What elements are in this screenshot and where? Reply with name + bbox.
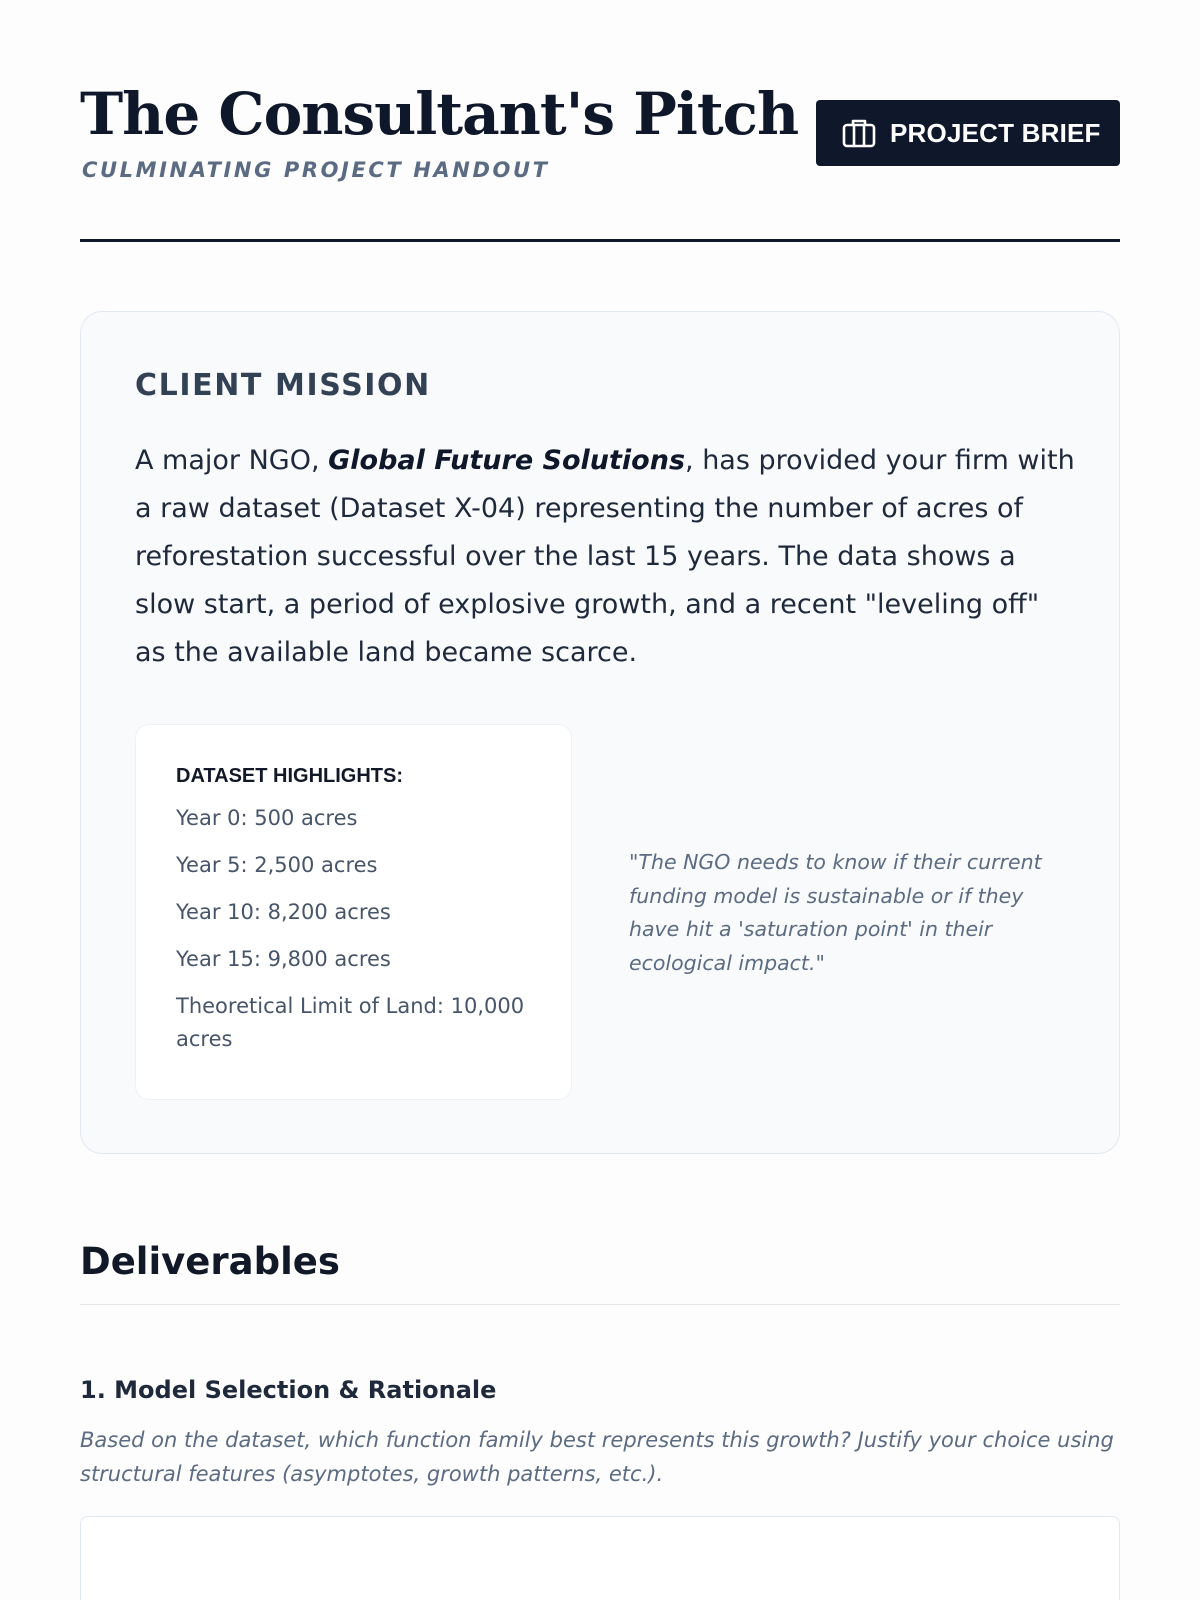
briefcase-icon <box>842 118 878 148</box>
deliverables-divider <box>80 1304 1120 1305</box>
page-subtitle: CULMINATING PROJECT HANDOUT <box>82 158 550 182</box>
highlight-item: Year 10: 8,200 acres <box>176 900 391 924</box>
project-brief-label: PROJECT BRIEF <box>890 117 1101 148</box>
mission-text-body: , has provided your firm with a raw dataset (Dataset X-04) representing the number of acres of reforestation successful over the last 15 years. The data shows a slow start, a period of explosive growth, and a recent "leveling off" as the available land became scarce. <box>135 445 1075 668</box>
highlight-item: Year 15: 9,800 acres <box>176 947 391 971</box>
dataset-highlights-box <box>135 724 572 1100</box>
page-title: The Consultant's Pitch <box>80 80 799 148</box>
answer-box[interactable] <box>80 1516 1120 1600</box>
deliverables-heading: Deliverables <box>80 1240 340 1283</box>
org-name: Global Future Solutions <box>328 445 686 476</box>
highlight-item: Year 0: 500 acres <box>176 806 358 830</box>
client-quote: "The NGO needs to know if their current funding model is sustainable or if they have hit a 'saturation point' in their ecological impact." <box>629 850 1042 975</box>
mission-text-intro: A major NGO, <box>135 445 329 476</box>
highlight-item: Year 5: 2,500 acres <box>176 853 378 877</box>
mission-heading: CLIENT MISSION <box>135 368 431 403</box>
project-brief-button[interactable] <box>816 100 1120 166</box>
highlight-item: Theoretical Limit of Land: 10,000 acres <box>176 994 525 1051</box>
highlights-title: DATASET HIGHLIGHTS: <box>176 765 404 787</box>
client-mission-card <box>80 311 1120 1154</box>
mission-details <box>135 724 1067 1100</box>
mission-text <box>135 437 1075 677</box>
page-header <box>80 0 1120 242</box>
deliverable-title: 1. Model Selection & Rationale <box>80 1376 497 1404</box>
deliverable-description: Based on the dataset, which function family best represents this growth? Justify your choice using structural features (asymptotes, growth patterns, etc.). <box>80 1428 1114 1486</box>
